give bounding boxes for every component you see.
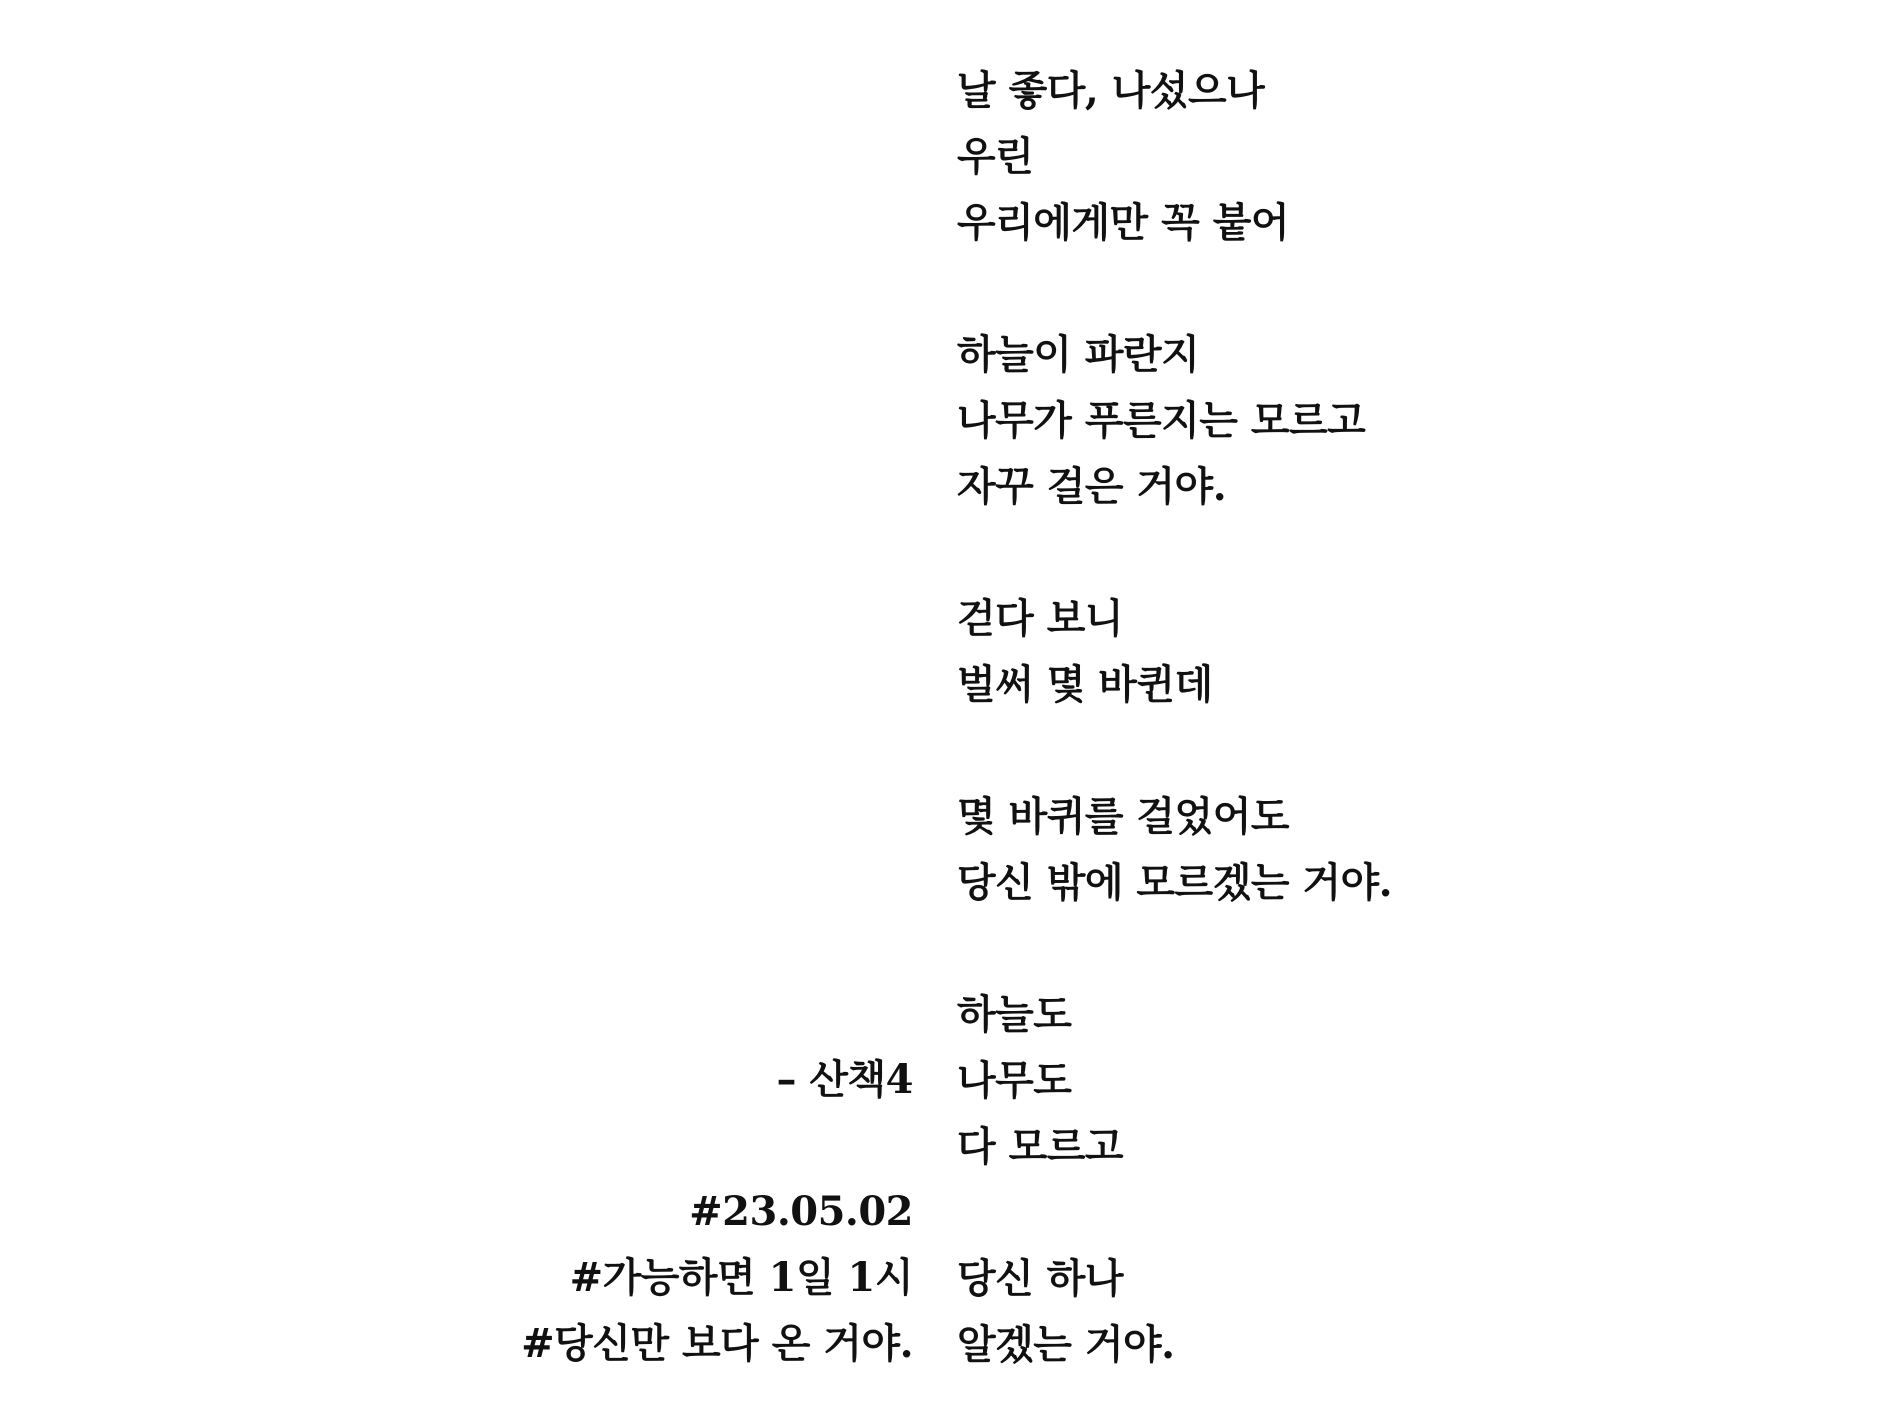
hashtag-date: #23.05.02 <box>689 1188 913 1235</box>
poem-title: – 산책4 <box>776 1056 913 1103</box>
poem-line: 몇 바퀴를 걸었어도 <box>957 793 1289 840</box>
stanza-2 <box>957 322 1837 520</box>
poem-line: 나무도 <box>957 1057 1072 1104</box>
hashtag-list <box>413 1179 913 1377</box>
stanza-6 <box>957 1246 1837 1378</box>
hashtag-series: #가능하면 1일 1시 <box>569 1254 913 1301</box>
poem-line: 하늘도 <box>957 991 1072 1038</box>
poem-line: 걷다 보니 <box>957 595 1123 642</box>
poem-line: 벌써 몇 바퀸데 <box>957 661 1213 708</box>
hashtag-subtitle: #당신만 보다 온 거야. <box>521 1320 913 1367</box>
poem-line: 자꾸 걸은 거야. <box>957 463 1227 510</box>
poem-line: 우린 <box>957 133 1034 180</box>
stanza-3 <box>957 586 1837 718</box>
poem-line: 우리에게만 꼭 붙어 <box>957 199 1289 246</box>
poem-body <box>957 58 1837 1378</box>
stanza-4 <box>957 784 1837 916</box>
poem-line: 날 좋다, 나섰으나 <box>957 67 1265 114</box>
stanza-1 <box>957 58 1837 256</box>
stanza-5 <box>957 982 1837 1180</box>
poem-line: 다 모르고 <box>957 1123 1123 1170</box>
poem-line: 알겠는 거야. <box>957 1321 1175 1368</box>
poem-line: 당신 하나 <box>957 1255 1123 1302</box>
poem-line: 나무가 푸른지는 모르고 <box>957 397 1366 444</box>
poem-line: 하늘이 파란지 <box>957 331 1200 378</box>
poem-line: 당신 밖에 모르겠는 거야. <box>957 859 1393 906</box>
